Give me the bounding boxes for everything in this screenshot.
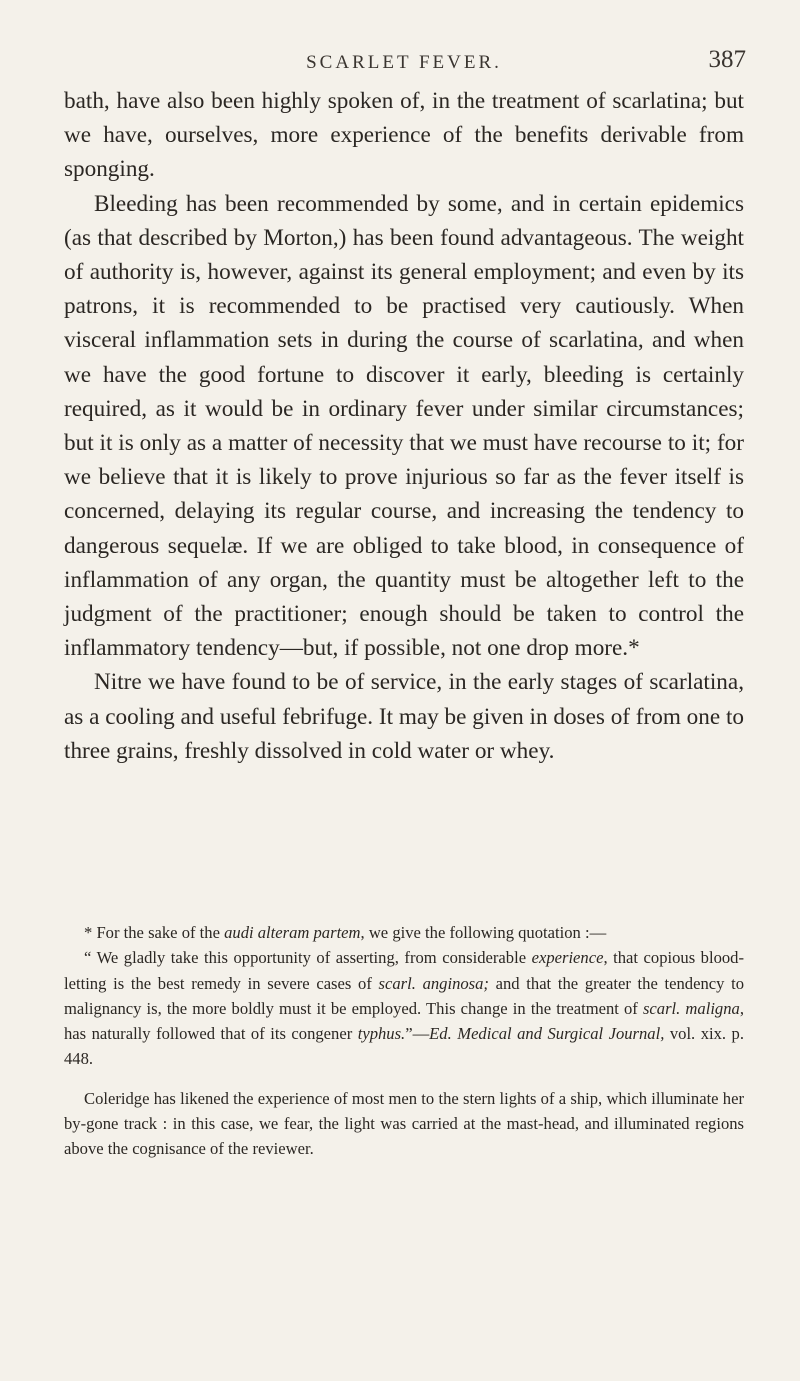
footnote-text: , has naturally followed that of its congener [64, 998, 744, 1044]
page-number: 387 [708, 46, 746, 73]
footnote-text: , we give the following quotation :— [360, 923, 607, 942]
paragraph-bleeding: Bleeding has been recommended by some, and in certain epidemics (as that described by Morton,) has been found advantageous. The weight of authority is, however, against its general employment; and even by its patrons, it is recommended to be practised very cautiously. When visceral inflammation sets in during the course of scarlatina, and when we have the good fortune to discover it early, bleeding is certainly required, as it would be in ordinary fever under similar circumstances; but it is only as a matter of necessity that we must have recourse to it; for we believe that it is likely to prove injurious so far as the fever itself is concerned, delaying its regular course, and increasing the tendency to dangerous sequelæ. If we are obliged to take blood, in consequence of inflammation of any organ, the quantity must be altogether left to the judgment of the practitioner; enough should be taken to control the inflammatory tendency—but, if possible, not one drop more.* [64, 190, 744, 662]
footnote-italic: audi alteram partem [224, 923, 361, 942]
main-text [64, 84, 744, 768]
footnote-text: vol. xix. p. 448. [64, 1024, 744, 1069]
footnote-text: * For the sake of the [84, 923, 225, 942]
footnote-text: , that copious blood-letting is the best remedy in severe cases of [64, 948, 744, 993]
footnote-quotation-intro [64, 920, 744, 945]
running-head: SCARLET FEVER. [306, 52, 502, 73]
footnote-italic: scarl. maligna [642, 998, 740, 1018]
paragraph-nitre: Nitre we have found to be of service, in the early stages of scarlatina, as a cooling and useful febrifuge. It may be given in doses of from one to three grains, freshly dissolved in cold water or whey. [64, 669, 744, 764]
paragraph-sponging: bath, have also been highly spoken of, in the treatment of scarlatina; but we have, ourselves, more experience of the benefits derivable from sponging. [64, 88, 744, 183]
footnote-text: ”— [405, 1024, 430, 1044]
footnote-italic: scarl. anginosa; [378, 973, 489, 993]
footnote-italic: experience [531, 948, 604, 968]
footnotes [64, 920, 744, 1162]
footnote-citation: Ed. Medical and Surgical Journal, [429, 1024, 665, 1044]
footnote-coleridge: Coleridge has likened the experience of most men to the stern lights of a ship, which illuminate her by-gone track : in this case, we fear, the light was carried at the mast-head, and illuminated regions above the cognisance of the reviewer. [64, 1088, 744, 1159]
footnote-text: and that the greater the tendency to malignancy is, the more boldly must it be employed. This change in the treatment of [64, 973, 745, 1018]
footnote-italic: typhus. [357, 1024, 406, 1044]
footnote-text: “ We gladly take this opportunity of asserting, from considerable [84, 948, 532, 968]
footnote-quotation [64, 945, 744, 1071]
